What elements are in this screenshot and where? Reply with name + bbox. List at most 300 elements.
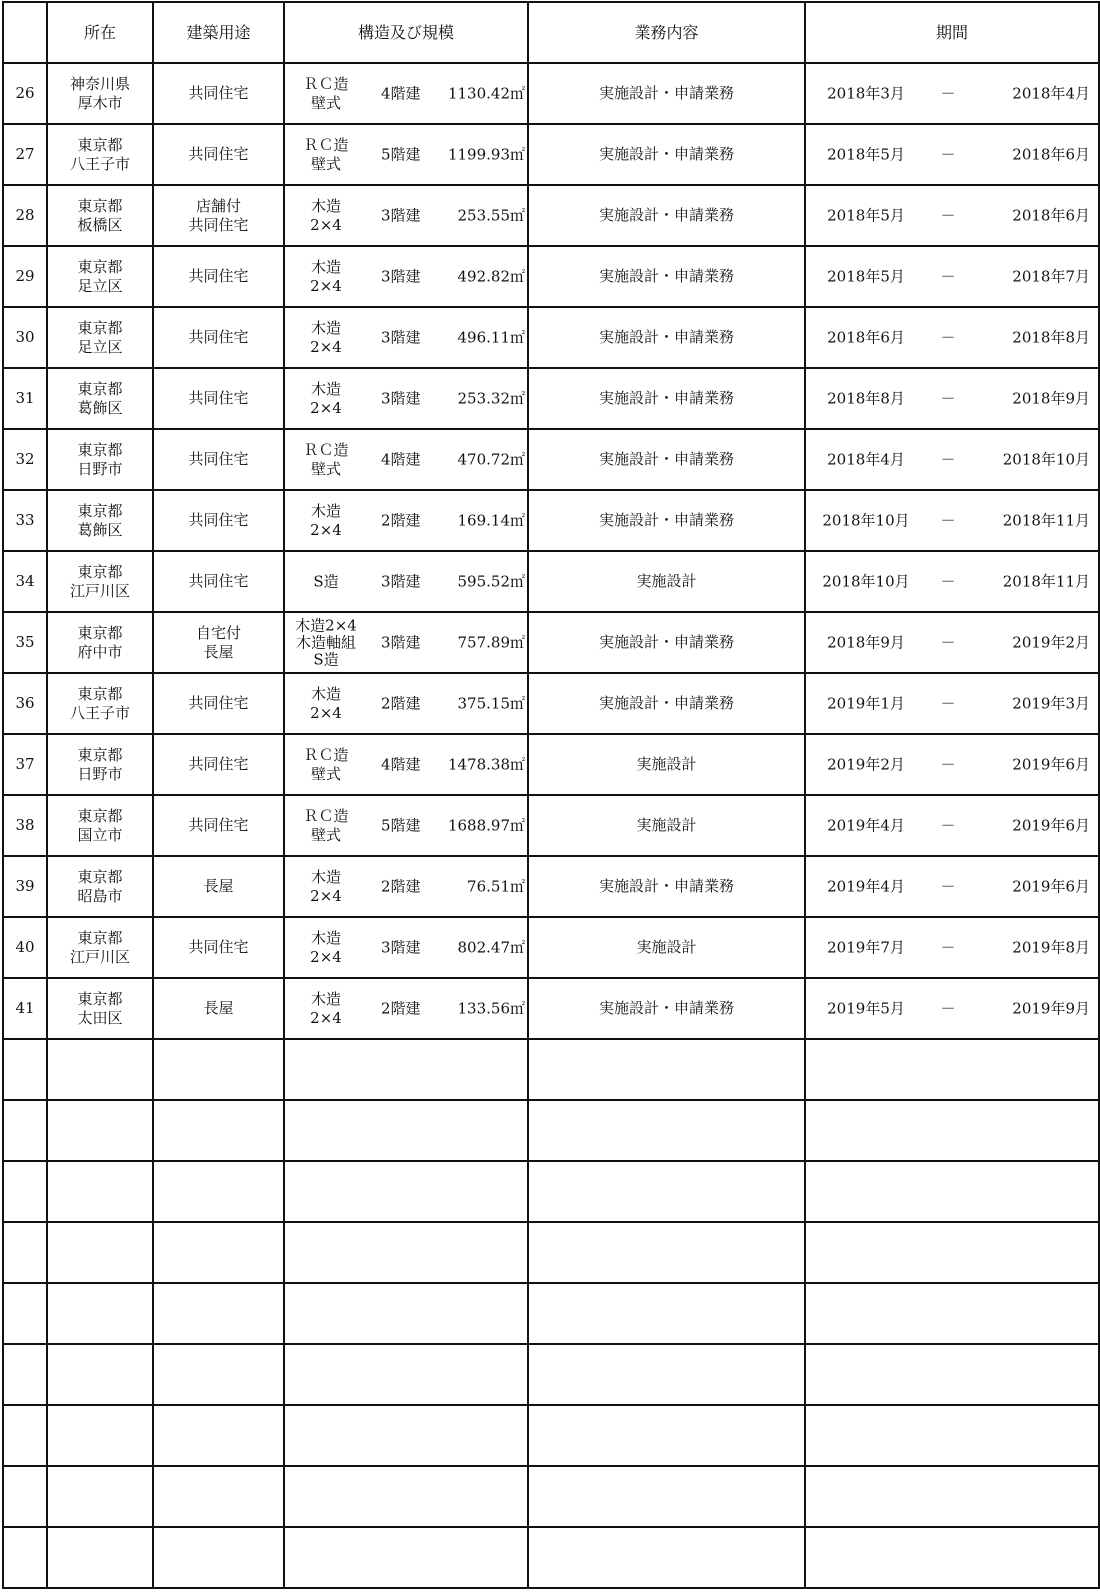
period-cell — [805, 307, 1099, 368]
row-number: 33 — [3, 490, 47, 551]
location-cell — [47, 612, 153, 673]
structure-kind — [285, 746, 367, 784]
empty-cell — [805, 1100, 1099, 1161]
period-end: 2019年6月 — [1012, 755, 1090, 773]
empty-row — [3, 1161, 1099, 1222]
empty-cell — [528, 1405, 805, 1466]
structure-kind — [285, 572, 367, 591]
period-dash: － — [940, 694, 956, 712]
empty-cell — [528, 1161, 805, 1222]
row-number: 39 — [3, 856, 47, 917]
use-line-1: 長屋 — [203, 877, 234, 895]
structure-kind — [285, 319, 367, 357]
use-cell — [153, 246, 284, 307]
structure-floors: 2階建 — [381, 694, 421, 712]
table-row — [3, 734, 1099, 795]
use-cell — [153, 185, 284, 246]
structure-kind-line-2: 2×4 — [310, 215, 342, 234]
period-start: 2018年6月 — [827, 328, 905, 346]
location-prefecture: 東京都 — [77, 440, 123, 459]
empty-cell — [528, 1039, 805, 1100]
structure-cell — [284, 429, 528, 490]
location-city: 葛飾区 — [77, 398, 123, 417]
structure-area: 253.55㎡ — [457, 206, 525, 224]
empty-cell — [528, 1527, 805, 1588]
structure-floors: 2階建 — [381, 877, 421, 895]
period-cell — [805, 368, 1099, 429]
structure-kind-line-2: 2×4 — [310, 886, 342, 905]
header-period: 期間 — [805, 2, 1099, 63]
use-cell — [153, 734, 284, 795]
location-cell — [47, 551, 153, 612]
structure-area: 1130.42㎡ — [447, 84, 525, 102]
period-dash: － — [940, 84, 956, 102]
period-start: 2018年4月 — [827, 450, 905, 468]
period-end: 2019年2月 — [1012, 633, 1090, 651]
structure-kind — [285, 502, 367, 540]
period-end: 2018年4月 — [1012, 84, 1090, 102]
period-end: 2018年8月 — [1012, 328, 1090, 346]
empty-cell — [805, 1405, 1099, 1466]
period-end: 2019年9月 — [1012, 999, 1090, 1017]
period-dash: － — [940, 267, 956, 285]
period-end: 2018年9月 — [1012, 389, 1090, 407]
empty-cell — [47, 1222, 153, 1283]
structure-area: 1199.93㎡ — [447, 145, 525, 163]
empty-cell — [3, 1100, 47, 1161]
empty-cell — [3, 1222, 47, 1283]
location-cell — [47, 795, 153, 856]
use-line-1: 共同住宅 — [188, 694, 249, 712]
location-cell — [47, 673, 153, 734]
structure-area: 492.82㎡ — [457, 267, 525, 285]
structure-kind — [285, 807, 367, 845]
location-prefecture: 東京都 — [77, 745, 123, 764]
period-end: 2018年10月 — [1002, 450, 1090, 468]
structure-area: 802.47㎡ — [457, 938, 525, 956]
structure-floors: 4階建 — [381, 450, 421, 468]
structure-kind-line-1: ＲＣ造 — [303, 440, 349, 459]
use-cell — [153, 307, 284, 368]
location-city: 江戸川区 — [69, 581, 130, 600]
structure-kind-line-1: 木造 — [310, 989, 341, 1008]
empty-cell — [3, 1039, 47, 1100]
period-dash: － — [940, 389, 956, 407]
location-cell — [47, 490, 153, 551]
use-cell — [153, 429, 284, 490]
location-city: 足立区 — [77, 337, 123, 356]
use-line-2: 共同住宅 — [188, 215, 249, 234]
structure-floors: 2階建 — [381, 511, 421, 529]
row-number: 41 — [3, 978, 47, 1039]
structure-kind — [285, 617, 367, 668]
structure-area: 470.72㎡ — [457, 450, 525, 468]
work-cell: 実施設計・申請業務 — [528, 63, 805, 124]
table-row — [3, 612, 1099, 673]
structure-kind-line-2: 壁式 — [310, 825, 341, 844]
use-line-1: 自宅付 — [195, 623, 241, 642]
period-start: 2019年4月 — [827, 877, 905, 895]
structure-cell — [284, 307, 528, 368]
table-row — [3, 185, 1099, 246]
period-start: 2018年5月 — [827, 206, 905, 224]
use-line-1: 共同住宅 — [188, 328, 249, 346]
empty-cell — [805, 1039, 1099, 1100]
location-city: 国立市 — [77, 825, 123, 844]
empty-cell — [153, 1222, 284, 1283]
structure-kind-line-2: 2×4 — [310, 1008, 342, 1027]
structure-kind-line-1: ＲＣ造 — [303, 745, 349, 764]
empty-cell — [47, 1283, 153, 1344]
structure-kind — [285, 75, 367, 113]
structure-kind-line-2: 壁式 — [310, 93, 341, 112]
location-city: 板橋区 — [77, 215, 123, 234]
period-start: 2019年1月 — [827, 694, 905, 712]
structure-kind-line-1: 木造2×4 — [295, 616, 357, 634]
period-dash: － — [940, 450, 956, 468]
use-cell — [153, 856, 284, 917]
empty-cell — [3, 1283, 47, 1344]
location-cell — [47, 124, 153, 185]
structure-kind — [285, 380, 367, 418]
structure-kind — [285, 685, 367, 723]
structure-area: 133.56㎡ — [457, 999, 525, 1017]
location-prefecture: 東京都 — [77, 806, 123, 825]
period-start: 2018年9月 — [827, 633, 905, 651]
period-dash: － — [940, 999, 956, 1017]
structure-cell — [284, 734, 528, 795]
structure-area: 1478.38㎡ — [447, 755, 525, 773]
table-row — [3, 856, 1099, 917]
period-cell — [805, 246, 1099, 307]
structure-floors: 3階建 — [381, 389, 421, 407]
period-start: 2018年10月 — [822, 572, 910, 590]
location-city: 太田区 — [77, 1008, 123, 1027]
use-line-1: 共同住宅 — [188, 572, 249, 590]
structure-floors: 4階建 — [381, 84, 421, 102]
location-city: 江戸川区 — [69, 947, 130, 966]
row-number: 31 — [3, 368, 47, 429]
empty-cell — [284, 1283, 528, 1344]
work-cell: 実施設計・申請業務 — [528, 978, 805, 1039]
empty-cell — [3, 1344, 47, 1405]
period-start: 2019年5月 — [827, 999, 905, 1017]
period-dash: － — [940, 755, 956, 773]
empty-row — [3, 1466, 1099, 1527]
empty-cell — [3, 1405, 47, 1466]
period-start: 2018年5月 — [827, 145, 905, 163]
work-cell: 実施設計 — [528, 795, 805, 856]
empty-cell — [805, 1161, 1099, 1222]
work-cell: 実施設計・申請業務 — [528, 368, 805, 429]
period-end: 2018年11月 — [1002, 511, 1090, 529]
work-cell: 実施設計・申請業務 — [528, 246, 805, 307]
structure-kind-line-2: 壁式 — [310, 764, 341, 783]
location-prefecture: 東京都 — [77, 501, 123, 520]
location-cell — [47, 246, 153, 307]
use-line-1: 共同住宅 — [188, 389, 249, 407]
work-cell: 実施設計・申請業務 — [528, 673, 805, 734]
location-city: 葛飾区 — [77, 520, 123, 539]
structure-cell — [284, 246, 528, 307]
empty-cell — [805, 1344, 1099, 1405]
empty-cell — [805, 1222, 1099, 1283]
empty-cell — [528, 1466, 805, 1527]
period-cell — [805, 856, 1099, 917]
location-cell — [47, 917, 153, 978]
period-dash: － — [940, 877, 956, 895]
structure-cell — [284, 673, 528, 734]
empty-cell — [153, 1039, 284, 1100]
structure-kind-line-1: 木造 — [310, 379, 341, 398]
structure-kind-line-2: 壁式 — [310, 459, 341, 478]
empty-cell — [3, 1527, 47, 1588]
use-cell — [153, 978, 284, 1039]
structure-kind — [285, 929, 367, 967]
structure-area: 595.52㎡ — [457, 572, 525, 590]
empty-cell — [805, 1466, 1099, 1527]
header-use: 建築用途 — [153, 2, 284, 63]
structure-kind-line-2: 2×4 — [310, 703, 342, 722]
row-number: 28 — [3, 185, 47, 246]
period-end: 2019年6月 — [1012, 877, 1090, 895]
period-dash: － — [940, 145, 956, 163]
period-end: 2018年7月 — [1012, 267, 1090, 285]
structure-kind-line-1: 木造 — [310, 196, 341, 215]
use-line-1: 共同住宅 — [188, 938, 249, 956]
structure-cell — [284, 368, 528, 429]
use-line-1: 共同住宅 — [188, 816, 249, 834]
location-prefecture: 東京都 — [77, 623, 123, 642]
period-end: 2018年6月 — [1012, 145, 1090, 163]
empty-cell — [528, 1222, 805, 1283]
empty-cell — [284, 1100, 528, 1161]
use-line-1: 共同住宅 — [188, 145, 249, 163]
table-row — [3, 673, 1099, 734]
structure-kind-line-1: ＲＣ造 — [303, 74, 349, 93]
structure-kind-line-2: 木造軸組 — [295, 633, 356, 651]
period-cell — [805, 612, 1099, 673]
location-cell — [47, 63, 153, 124]
period-start: 2019年4月 — [827, 816, 905, 834]
structure-kind-line-1: 木造 — [310, 867, 341, 886]
structure-floors: 3階建 — [381, 633, 421, 651]
use-line-1: 共同住宅 — [188, 511, 249, 529]
empty-row — [3, 1405, 1099, 1466]
period-cell — [805, 734, 1099, 795]
structure-kind-line-1: 木造 — [310, 318, 341, 337]
empty-cell — [47, 1100, 153, 1161]
location-city: 八王子市 — [69, 703, 130, 722]
structure-cell — [284, 490, 528, 551]
location-city: 府中市 — [77, 642, 123, 661]
empty-row — [3, 1222, 1099, 1283]
structure-kind — [285, 136, 367, 174]
structure-area: 757.89㎡ — [457, 633, 525, 651]
structure-floors: 5階建 — [381, 816, 421, 834]
location-cell — [47, 368, 153, 429]
structure-kind-line-1: 木造 — [310, 684, 341, 703]
structure-cell — [284, 856, 528, 917]
structure-kind-line-1: S造 — [313, 572, 339, 590]
empty-cell — [528, 1283, 805, 1344]
period-end: 2019年3月 — [1012, 694, 1090, 712]
structure-kind-line-2: 2×4 — [310, 947, 342, 966]
empty-cell — [528, 1100, 805, 1161]
location-prefecture: 東京都 — [77, 196, 123, 215]
period-cell — [805, 185, 1099, 246]
structure-cell — [284, 185, 528, 246]
period-dash: － — [940, 328, 956, 346]
table-row — [3, 795, 1099, 856]
period-start: 2018年3月 — [827, 84, 905, 102]
period-dash: － — [940, 816, 956, 834]
empty-cell — [805, 1527, 1099, 1588]
empty-row — [3, 1527, 1099, 1588]
work-cell: 実施設計・申請業務 — [528, 490, 805, 551]
location-prefecture: 東京都 — [77, 379, 123, 398]
row-number: 35 — [3, 612, 47, 673]
empty-row — [3, 1283, 1099, 1344]
location-prefecture: 東京都 — [77, 318, 123, 337]
structure-kind — [285, 197, 367, 235]
period-cell — [805, 917, 1099, 978]
period-cell — [805, 429, 1099, 490]
structure-area: 496.11㎡ — [457, 328, 525, 346]
use-cell — [153, 795, 284, 856]
structure-kind-line-2: 2×4 — [310, 520, 342, 539]
period-start: 2018年5月 — [827, 267, 905, 285]
empty-cell — [3, 1466, 47, 1527]
location-prefecture: 東京都 — [77, 989, 123, 1008]
use-cell — [153, 63, 284, 124]
empty-cell — [3, 1161, 47, 1222]
empty-cell — [284, 1039, 528, 1100]
structure-kind-line-2: 2×4 — [310, 337, 342, 356]
structure-area: 76.51㎡ — [467, 877, 525, 895]
use-cell — [153, 124, 284, 185]
work-cell: 実施設計・申請業務 — [528, 429, 805, 490]
header-row — [3, 2, 1099, 63]
structure-cell — [284, 612, 528, 673]
structure-floors: 5階建 — [381, 145, 421, 163]
period-cell — [805, 63, 1099, 124]
structure-floors: 4階建 — [381, 755, 421, 773]
work-cell: 実施設計・申請業務 — [528, 856, 805, 917]
empty-cell — [284, 1527, 528, 1588]
structure-area: 169.14㎡ — [457, 511, 525, 529]
period-dash: － — [940, 206, 956, 224]
empty-row — [3, 1100, 1099, 1161]
table-row — [3, 368, 1099, 429]
row-number: 34 — [3, 551, 47, 612]
structure-floors: 3階建 — [381, 572, 421, 590]
row-number: 29 — [3, 246, 47, 307]
table-row — [3, 124, 1099, 185]
period-end: 2019年8月 — [1012, 938, 1090, 956]
location-prefecture: 神奈川県 — [69, 74, 130, 93]
empty-row — [3, 1344, 1099, 1405]
period-cell — [805, 673, 1099, 734]
period-start: 2018年8月 — [827, 389, 905, 407]
use-line-1: 共同住宅 — [188, 450, 249, 468]
location-cell — [47, 429, 153, 490]
header-location: 所在 — [47, 2, 153, 63]
location-cell — [47, 307, 153, 368]
use-cell — [153, 673, 284, 734]
period-dash: － — [940, 938, 956, 956]
work-cell: 実施設計 — [528, 917, 805, 978]
period-start: 2018年10月 — [822, 511, 910, 529]
location-city: 足立区 — [77, 276, 123, 295]
use-line-1: 店舗付 — [195, 196, 241, 215]
row-number: 30 — [3, 307, 47, 368]
structure-floors: 3階建 — [381, 938, 421, 956]
structure-kind-line-3: S造 — [313, 650, 339, 668]
project-table — [2, 1, 1100, 1589]
structure-cell — [284, 551, 528, 612]
location-cell — [47, 734, 153, 795]
empty-cell — [284, 1161, 528, 1222]
empty-cell — [47, 1039, 153, 1100]
table-row — [3, 978, 1099, 1039]
period-end: 2018年6月 — [1012, 206, 1090, 224]
period-cell — [805, 490, 1099, 551]
row-number: 36 — [3, 673, 47, 734]
structure-cell — [284, 124, 528, 185]
structure-area: 253.32㎡ — [457, 389, 525, 407]
structure-kind-line-2: 2×4 — [310, 276, 342, 295]
structure-floors: 2階建 — [381, 999, 421, 1017]
header-work: 業務内容 — [528, 2, 805, 63]
location-prefecture: 東京都 — [77, 135, 123, 154]
empty-cell — [47, 1466, 153, 1527]
work-cell: 実施設計・申請業務 — [528, 307, 805, 368]
work-cell: 実施設計・申請業務 — [528, 612, 805, 673]
empty-cell — [47, 1344, 153, 1405]
use-cell — [153, 368, 284, 429]
structure-floors: 3階建 — [381, 328, 421, 346]
location-prefecture: 東京都 — [77, 684, 123, 703]
use-line-1: 共同住宅 — [188, 267, 249, 285]
empty-cell — [528, 1344, 805, 1405]
period-cell — [805, 551, 1099, 612]
empty-cell — [153, 1527, 284, 1588]
use-line-1: 共同住宅 — [188, 84, 249, 102]
period-end: 2019年6月 — [1012, 816, 1090, 834]
period-cell — [805, 978, 1099, 1039]
structure-kind-line-1: 木造 — [310, 257, 341, 276]
row-number: 40 — [3, 917, 47, 978]
structure-floors: 3階建 — [381, 206, 421, 224]
structure-kind-line-2: 2×4 — [310, 398, 342, 417]
table-row — [3, 429, 1099, 490]
empty-cell — [284, 1466, 528, 1527]
empty-cell — [284, 1222, 528, 1283]
structure-kind-line-2: 壁式 — [310, 154, 341, 173]
structure-cell — [284, 978, 528, 1039]
period-start: 2019年7月 — [827, 938, 905, 956]
table-row — [3, 246, 1099, 307]
structure-kind — [285, 441, 367, 479]
structure-kind-line-1: 木造 — [310, 501, 341, 520]
table-row — [3, 307, 1099, 368]
structure-cell — [284, 795, 528, 856]
structure-cell — [284, 63, 528, 124]
table-row — [3, 63, 1099, 124]
table-row — [3, 917, 1099, 978]
location-cell — [47, 856, 153, 917]
